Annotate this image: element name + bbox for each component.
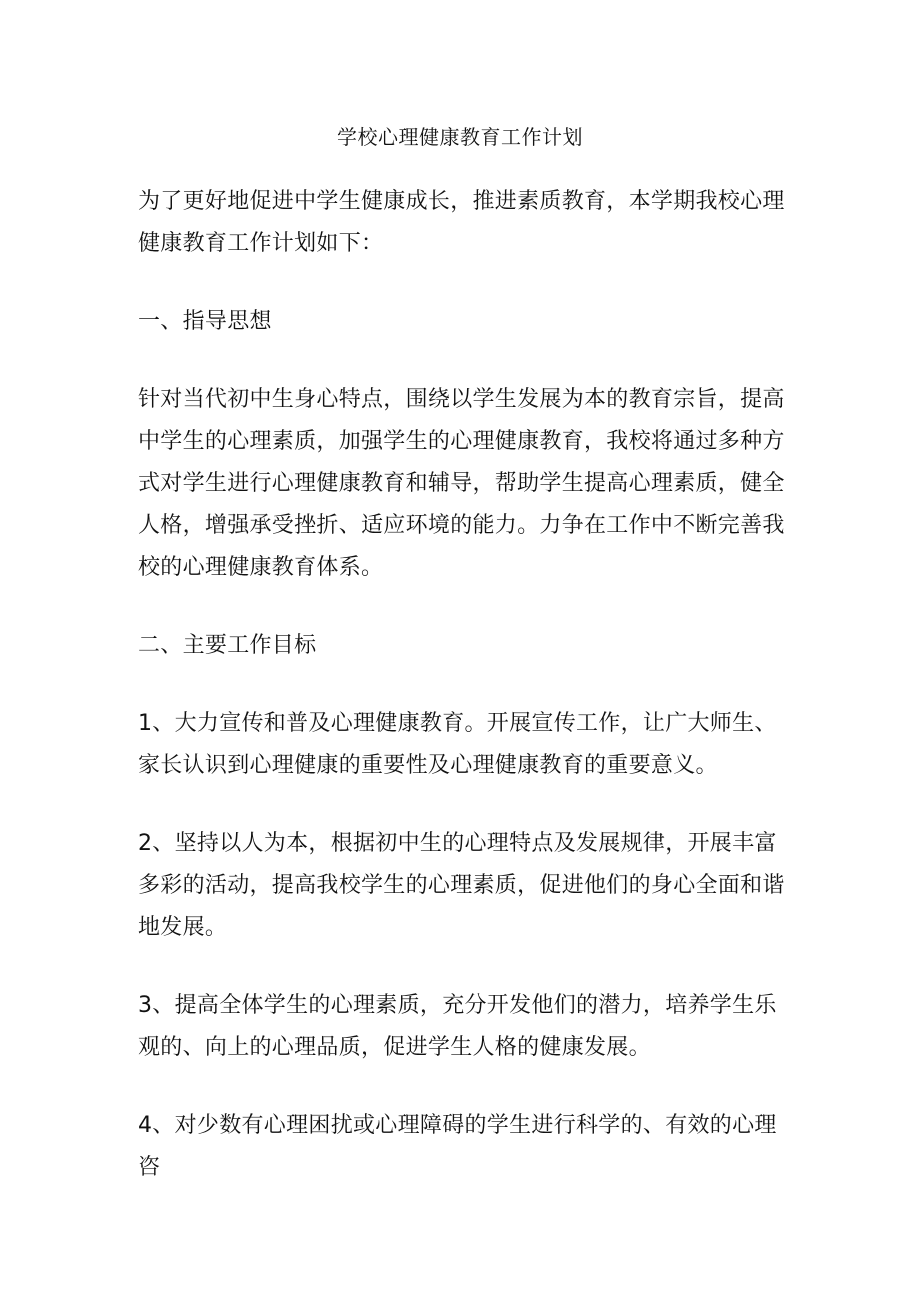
section-heading-main-goals: 二、主要工作目标	[138, 633, 317, 658]
section-heading-guiding-ideology: 一、指导思想	[138, 309, 272, 334]
intro-paragraph: 为了更好地促进中学生健康成长，推进素质教育，本学期我校心理健康教育工作计划如下：	[138, 189, 785, 256]
document-body	[138, 181, 788, 1189]
goal-item-1: 1、大力宣传和普及心理健康教育。开展宣传工作，让广大师生、家长认识到心理健康的重要性及心理健康教育的重要意义。	[138, 711, 777, 778]
goal-item-3: 3、提高全体学生的心理素质，充分开发他们的潜力，培养学生乐观的、向上的心理品质，促进学生人格的健康发展。	[138, 993, 777, 1060]
goal-item-4: 4、对少数有心理困扰或心理障碍的学生进行科学的、有效的心理咨	[138, 1113, 777, 1180]
goal-item-2: 2、坚持以人为本，根据初中生的心理特点及发展规律，开展丰富多彩的活动，提高我校学生的心理素质，促进他们的身心全面和谐地发展。	[138, 831, 785, 940]
guiding-ideology-paragraph: 针对当代初中生身心特点，围绕以学生发展为本的教育宗旨，提高中学生的心理素质，加强学生的心理健康教育，我校将通过多种方式对学生进行心理健康教育和辅导，帮助学生提高心理素质，健全人格，增强承受挫折、适应环境的能力。力争在工作中不断完善我校的心理健康教育体系。	[138, 387, 785, 580]
document-title: 学校心理健康教育工作计划	[337, 125, 583, 149]
